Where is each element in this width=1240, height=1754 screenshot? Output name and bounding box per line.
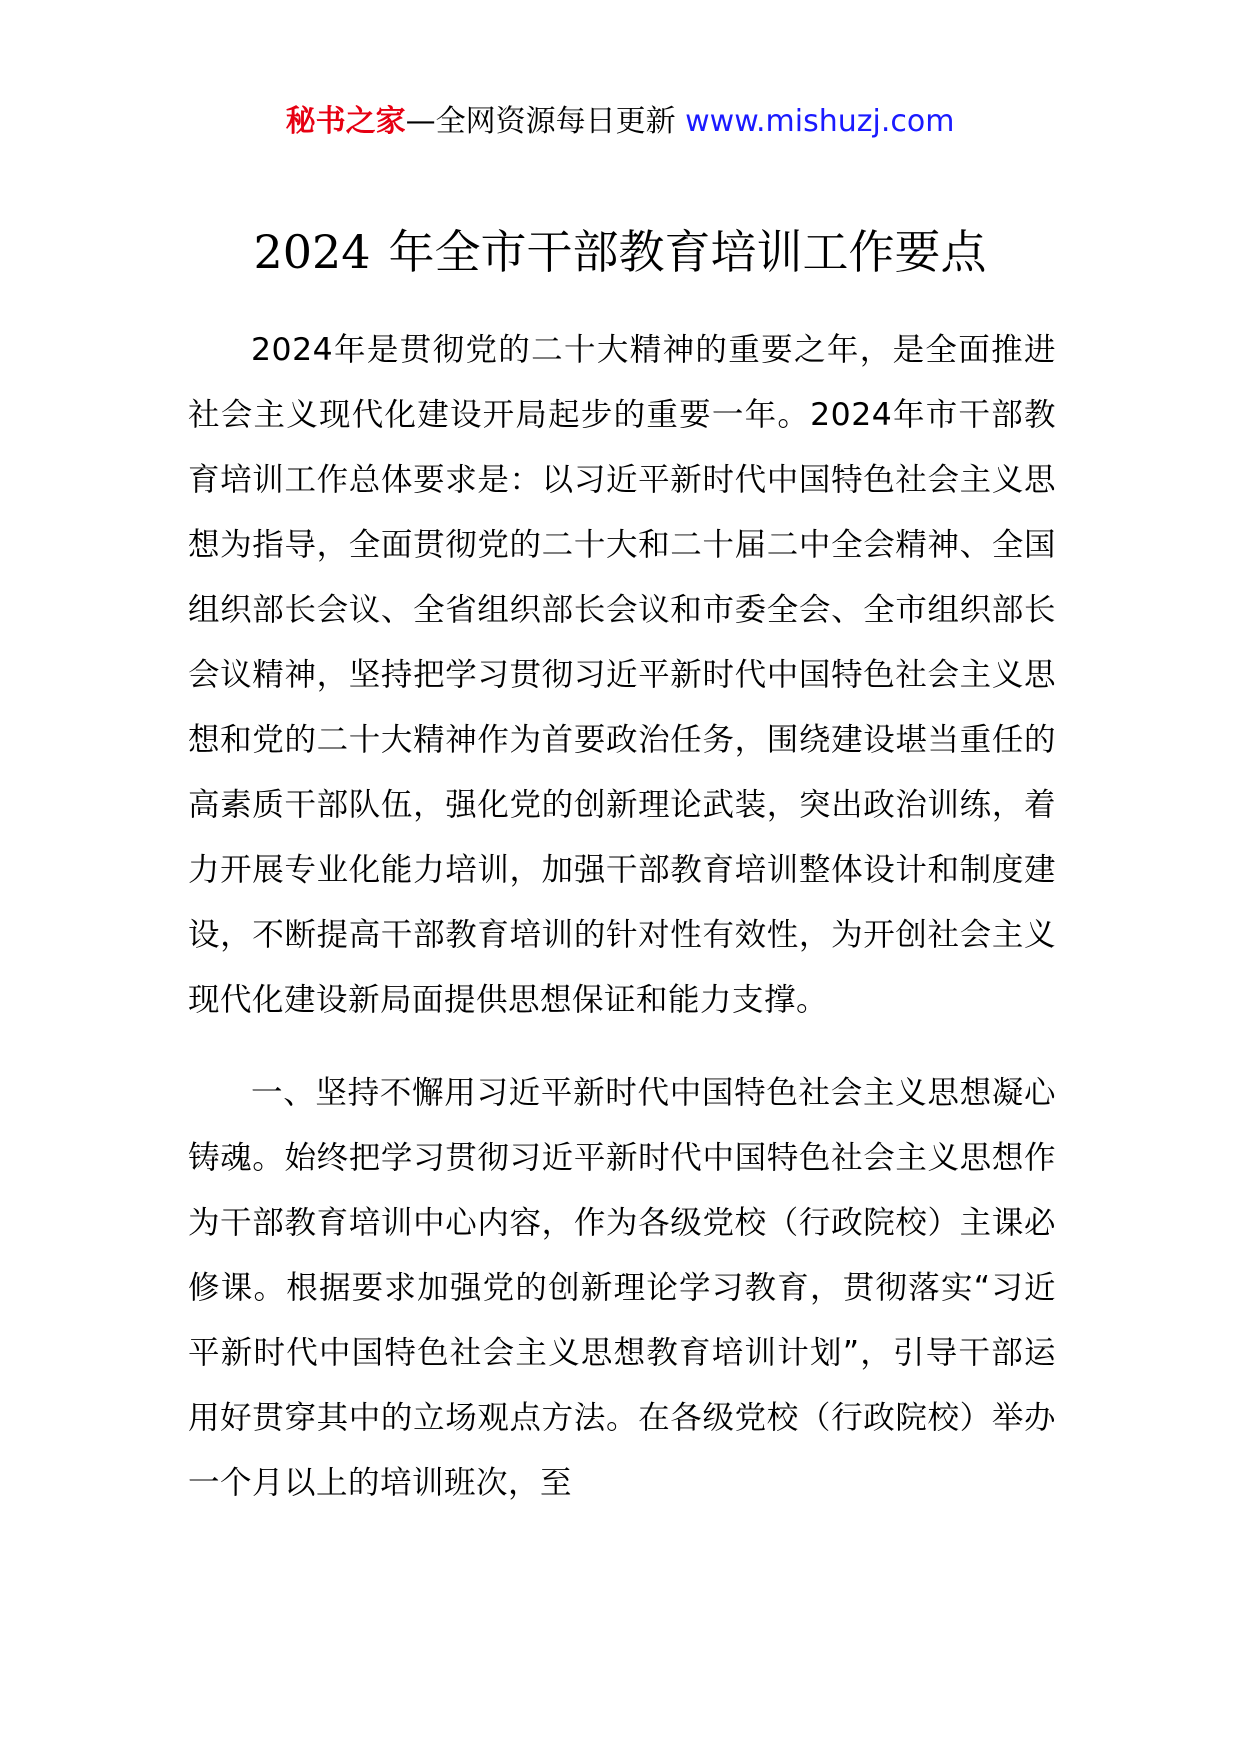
paragraph-intro: 2024年是贯彻党的二十大精神的重要之年，是全面推进社会主义现代化建设开局起步的重要一年。2024年市干部教育培训工作总体要求是：以习近平新时代中国特色社会主义思想为指导，全面贯彻党的二十大和二十届二中全会精神、全国组织部长会议、全省组织部长会议和市委全会、全市组织部长会议精神，坚持把学习贯彻习近平新时代中国特色社会主义思想和党的二十大精神作为首要政治任务，围绕建设堪当重任的高素质干部队伍，强化党的创新理论武装，突出政治训练，着力开展专业化能力培训，加强干部教育培训整体设计和制度建设，不断提高干部教育培训的针对性有效性，为开创社会主义现代化建设新局面提供思想保证和能力支撑。 — [188, 332, 1056, 1018]
site-brand: 秘书之家 — [285, 104, 406, 139]
site-url-link[interactable]: www.mishuzj.com — [685, 104, 955, 139]
site-slogan: —全网资源每日更新 — [405, 104, 676, 139]
site-header — [0, 102, 1240, 142]
title-text: 年全市干部教育培训工作要点 — [388, 225, 987, 279]
title-year: 2024 — [253, 225, 371, 279]
document-title — [0, 222, 1240, 282]
paragraph-section-1: 一、坚持不懈用习近平新时代中国特色社会主义思想凝心铸魂。始终把学习贯彻习近平新时代中国特色社会主义思想作为干部教育培训中心内容，作为各级党校（行政院校）主课必修课。根据要求加强党的创新理论学习教育，贯彻落实“习近平新时代中国特色社会主义思想教育培训计划”，引导干部运用好贯穿其中的立场观点方法。在各级党校（行政院校）举办一个月以上的培训班次，至 — [188, 1075, 1056, 1501]
document-body — [188, 318, 1056, 1516]
